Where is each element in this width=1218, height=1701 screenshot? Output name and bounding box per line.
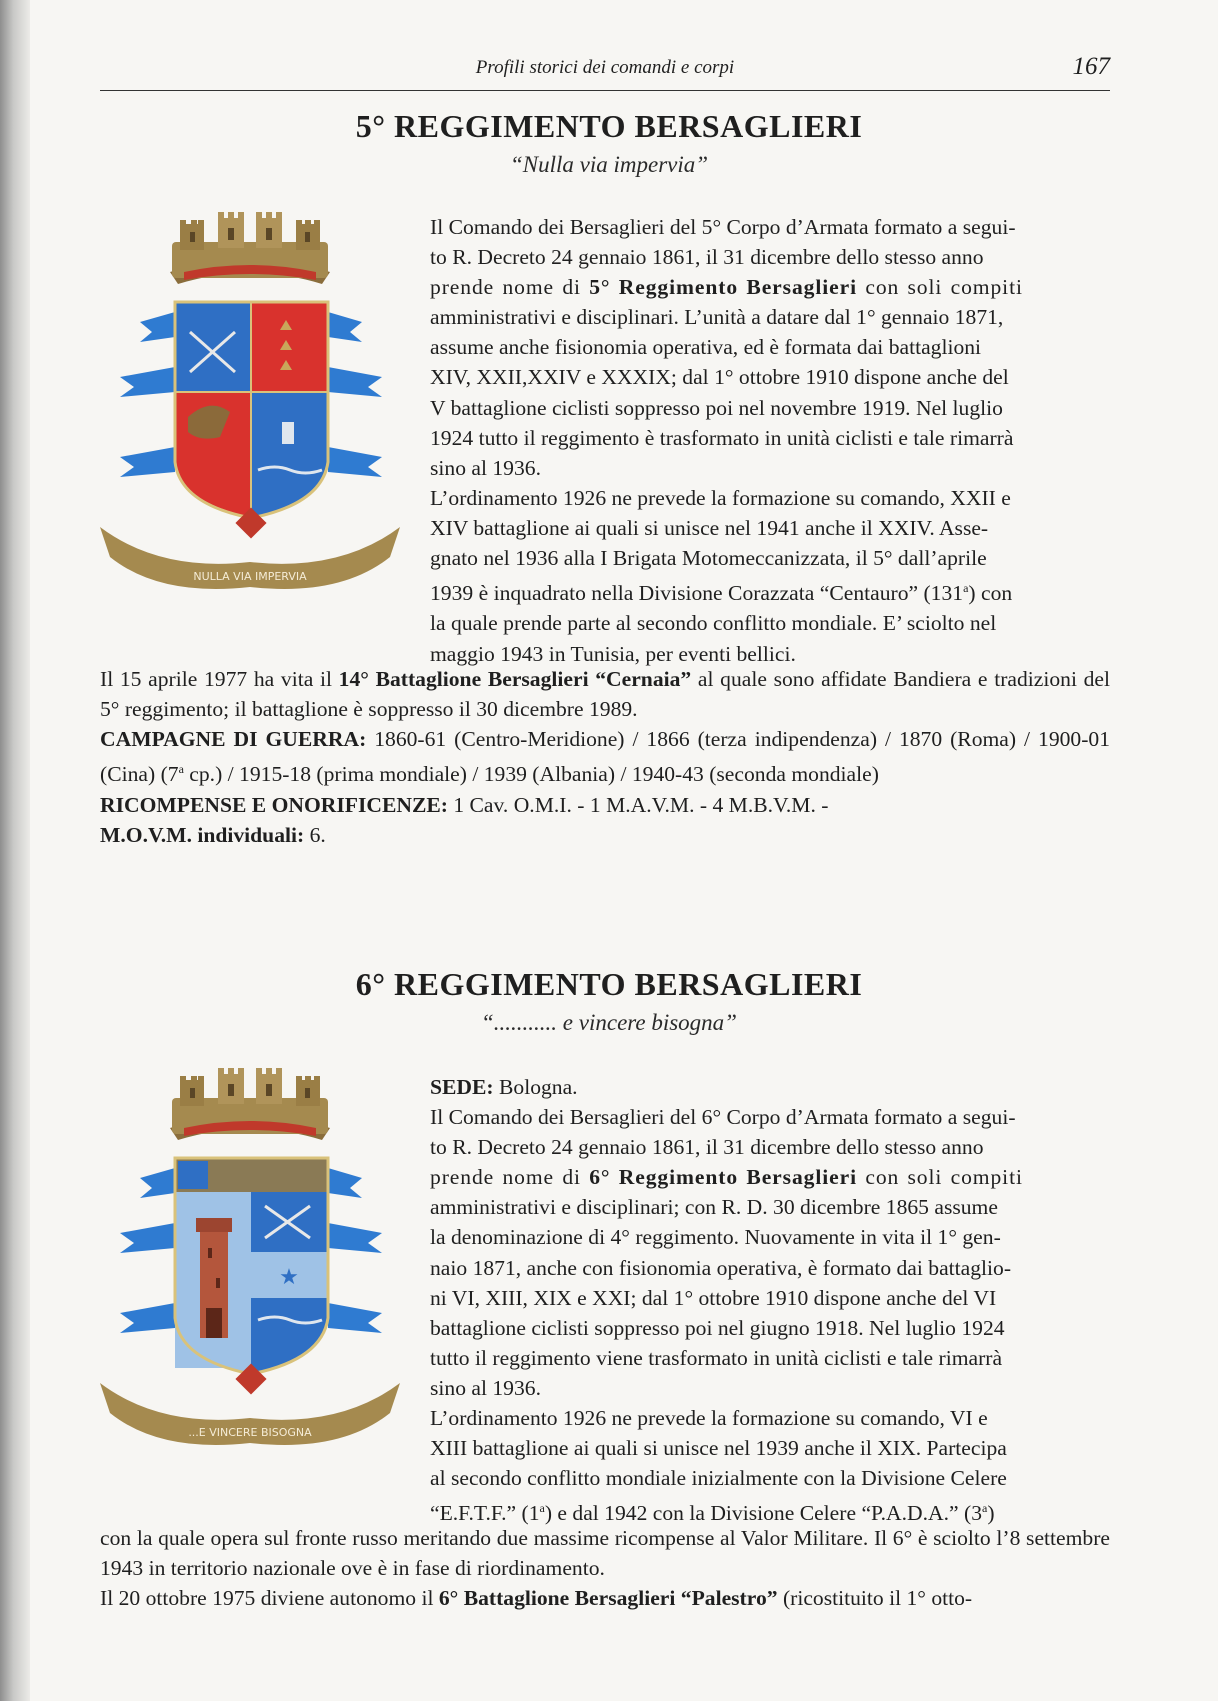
paragraph-5-3 — [100, 664, 1110, 724]
regiment-name-bold: 5° Reggimento Bersaglieri — [589, 275, 858, 300]
section-motto-6: “........... e vincere bisogna” — [481, 1010, 737, 1035]
superscript: a — [178, 762, 184, 777]
text-line: V battaglione ciclisti soppresso poi nel novembre 1919. Nel luglio — [430, 395, 1003, 420]
page-number: 167 — [1072, 53, 1110, 80]
paragraph-6-1 — [430, 1102, 1110, 1403]
text-line: maggio 1943 in Tunisia, per eventi bellici. — [430, 641, 796, 666]
battalion-name-bold: 6° Battaglione Bersaglieri “Palestro” — [438, 1586, 778, 1611]
text-line: L’ordinamento 1926 ne prevede la formazione su comando, VI e — [430, 1406, 988, 1431]
shield-icon — [175, 1158, 328, 1374]
text-run: cp.) / 1915-18 (prima mondiale) / 1939 (Albania) / 1940-43 (seconda mondiale) — [183, 762, 879, 787]
text-run: 1939 è inquadrato nella Divisione Corazzata “Centauro” (131 — [430, 581, 964, 606]
text-run: con soli compiti — [857, 1165, 1023, 1190]
text-run: (ricostituito il 1° otto- — [777, 1586, 973, 1611]
text-run: prende nome di — [430, 275, 590, 300]
page-header — [100, 52, 1110, 91]
text-line: to R. Decreto 24 gennaio 1861, il 31 dicembre dello stesso anno — [430, 245, 984, 270]
text-run: 1860-61 (Centro-Meridione) / 1866 (terza indipendenza) / 1870 (Roma) / 1900-01 (Cina) (7 — [100, 727, 1110, 787]
text-run: ) — [987, 1501, 995, 1526]
paragraph-6-2 — [430, 1403, 1110, 1529]
text-line: XIV, XXII,XXIV e XXXIX; dal 1° ottobre 1910 dispone anche del — [430, 365, 1009, 390]
history-full-width-5 — [100, 664, 1110, 850]
sede-value: Bologna. — [493, 1075, 578, 1099]
sede-label: SEDE: — [430, 1075, 494, 1099]
campaigns-paragraph — [100, 724, 1110, 789]
text-line: XIII battaglione ai quali si unisce nel 1939 anche il XIX. Partecipa — [430, 1436, 1007, 1461]
text-line: al secondo conflitto mondiale inizialmente con la Divisione Celere — [430, 1466, 1007, 1491]
history-text-6 — [430, 1072, 1110, 1529]
text-line: amministrativi e disciplinari. L’unità a datare dal 1° gennaio 1871, — [430, 305, 1004, 330]
paragraph-6-2-cont: con la quale opera sul fronte russo meritando due massime ricompense al Valor Militare. Il 6° è sciolto l’8 settembre 1943 in territorio nazionale ove è in fase di riordinamento. — [100, 1526, 1110, 1581]
text-line: tutto il reggimento viene trasformato in unità ciclisti e tale rimarrà — [430, 1345, 1003, 1370]
paragraph-5-2 — [430, 483, 1110, 669]
regiment-name-bold: 6° Reggimento Bersaglieri — [589, 1165, 858, 1190]
awards-paragraph — [100, 790, 1110, 850]
text-line: XIV battaglione ai quali si unisce nel 1941 anche il XXIV. Asse- — [430, 515, 989, 540]
paragraph-6-3 — [100, 1583, 1110, 1613]
superscript: a — [539, 1501, 545, 1516]
text-line: gnato nel 1936 alla I Brigata Motomeccanizzata, il 5° dall’aprile — [430, 546, 987, 571]
text-run: ) con — [968, 581, 1013, 606]
text-line: la quale prende parte al secondo conflitto mondiale. E’ sciolto nel — [430, 611, 997, 636]
paragraph-5-1 — [430, 212, 1110, 483]
coat-of-arms-6-image — [100, 1068, 400, 1468]
crest-ribbon-text-5: NULLA VIA IMPERVIA — [193, 570, 307, 583]
awards-label: RICOMPENSE E ONORIFICENZE: — [100, 792, 448, 817]
text-run: con soli compiti — [857, 275, 1023, 300]
movm-label: M.O.V.M. individuali: — [100, 822, 305, 847]
text-line: sino al 1936. — [430, 1375, 541, 1400]
text-run: prende nome di — [430, 1165, 590, 1190]
text-line: L’ordinamento 1926 ne prevede la formazione su comando, XXII e — [430, 485, 1011, 510]
text-line: 1924 tutto il reggimento è trasformato in unità ciclisti e tale rimarrà — [430, 425, 1014, 450]
text-run: Il 20 ottobre 1975 diviene autonomo il — [100, 1586, 439, 1611]
text-line: amministrativi e disciplinari; con R. D. 30 dicembre 1865 assume — [430, 1195, 998, 1220]
section-title-6: 6° REGGIMENTO BERSAGLIERI — [355, 966, 863, 1002]
text-line: la denominazione di 4° reggimento. Nuovamente in vita il 1° gen- — [430, 1225, 1001, 1250]
battalion-name-bold: 14° Battaglione Bersaglieri “Cernaia” — [338, 667, 692, 691]
sede-line — [430, 1072, 1110, 1102]
text-run: al quale sono affidate Bandiera e tradizioni del 5° reggimento; il battaglione è soppresso il 30 dicembre 1989. — [100, 667, 1111, 722]
coat-of-arms-5-image — [100, 212, 400, 612]
book-spine-shadow — [0, 0, 30, 1701]
text-run: 6. — [304, 822, 326, 847]
text-line: naio 1871, anche con fisionomia operativa, è formato dai battaglio- — [430, 1255, 1012, 1280]
history-text-5 — [430, 212, 1110, 669]
running-title: Profili storici dei comandi e corpi — [475, 57, 735, 78]
section-title-5: 5° REGGIMENTO BERSAGLIERI — [355, 108, 863, 144]
mural-crown-icon — [170, 212, 330, 284]
text-line: assume anche fisionomia operativa, ed è formata dai battaglioni — [430, 335, 982, 360]
text-run: “E.F.T.F.” (1 — [430, 1501, 540, 1526]
superscript: a — [963, 581, 969, 596]
text-run: 1 Cav. O.M.I. - 1 M.A.V.M. - 4 M.B.V.M. - — [447, 792, 829, 817]
text-run: Il 15 aprile 1977 ha vita il — [100, 667, 339, 691]
history-full-width-6 — [100, 1523, 1110, 1613]
text-line: battaglione ciclisti soppresso poi nel giugno 1918. Nel luglio 1924 — [430, 1315, 1005, 1340]
text-line: ni VI, XIII, XIX e XXI; dal 1° ottobre 1910 dispone anche del VI — [430, 1285, 997, 1310]
shield-icon — [175, 302, 328, 518]
text-run: ) e dal 1942 con la Divisione Celere “P.A.D.A.” (3 — [544, 1501, 982, 1526]
text-line: Il Comando dei Bersaglieri del 6° Corpo d’Armata formato a segui- — [430, 1105, 1016, 1130]
mural-crown-icon — [170, 1068, 330, 1140]
section-motto-5: “Nulla via impervia” — [509, 152, 709, 177]
star-icon: ★ — [279, 1265, 299, 1290]
campaigns-label: CAMPAGNE DI GUERRA: — [100, 727, 367, 752]
superscript: a — [982, 1501, 988, 1516]
text-line: Il Comando dei Bersaglieri del 5° Corpo d’Armata formato a segui- — [430, 215, 1016, 239]
text-line: to R. Decreto 24 gennaio 1861, il 31 dicembre dello stesso anno — [430, 1135, 984, 1160]
text-line: sino al 1936. — [430, 455, 541, 480]
crest-ribbon-text-6: ...E VINCERE BISOGNA — [188, 1426, 312, 1439]
